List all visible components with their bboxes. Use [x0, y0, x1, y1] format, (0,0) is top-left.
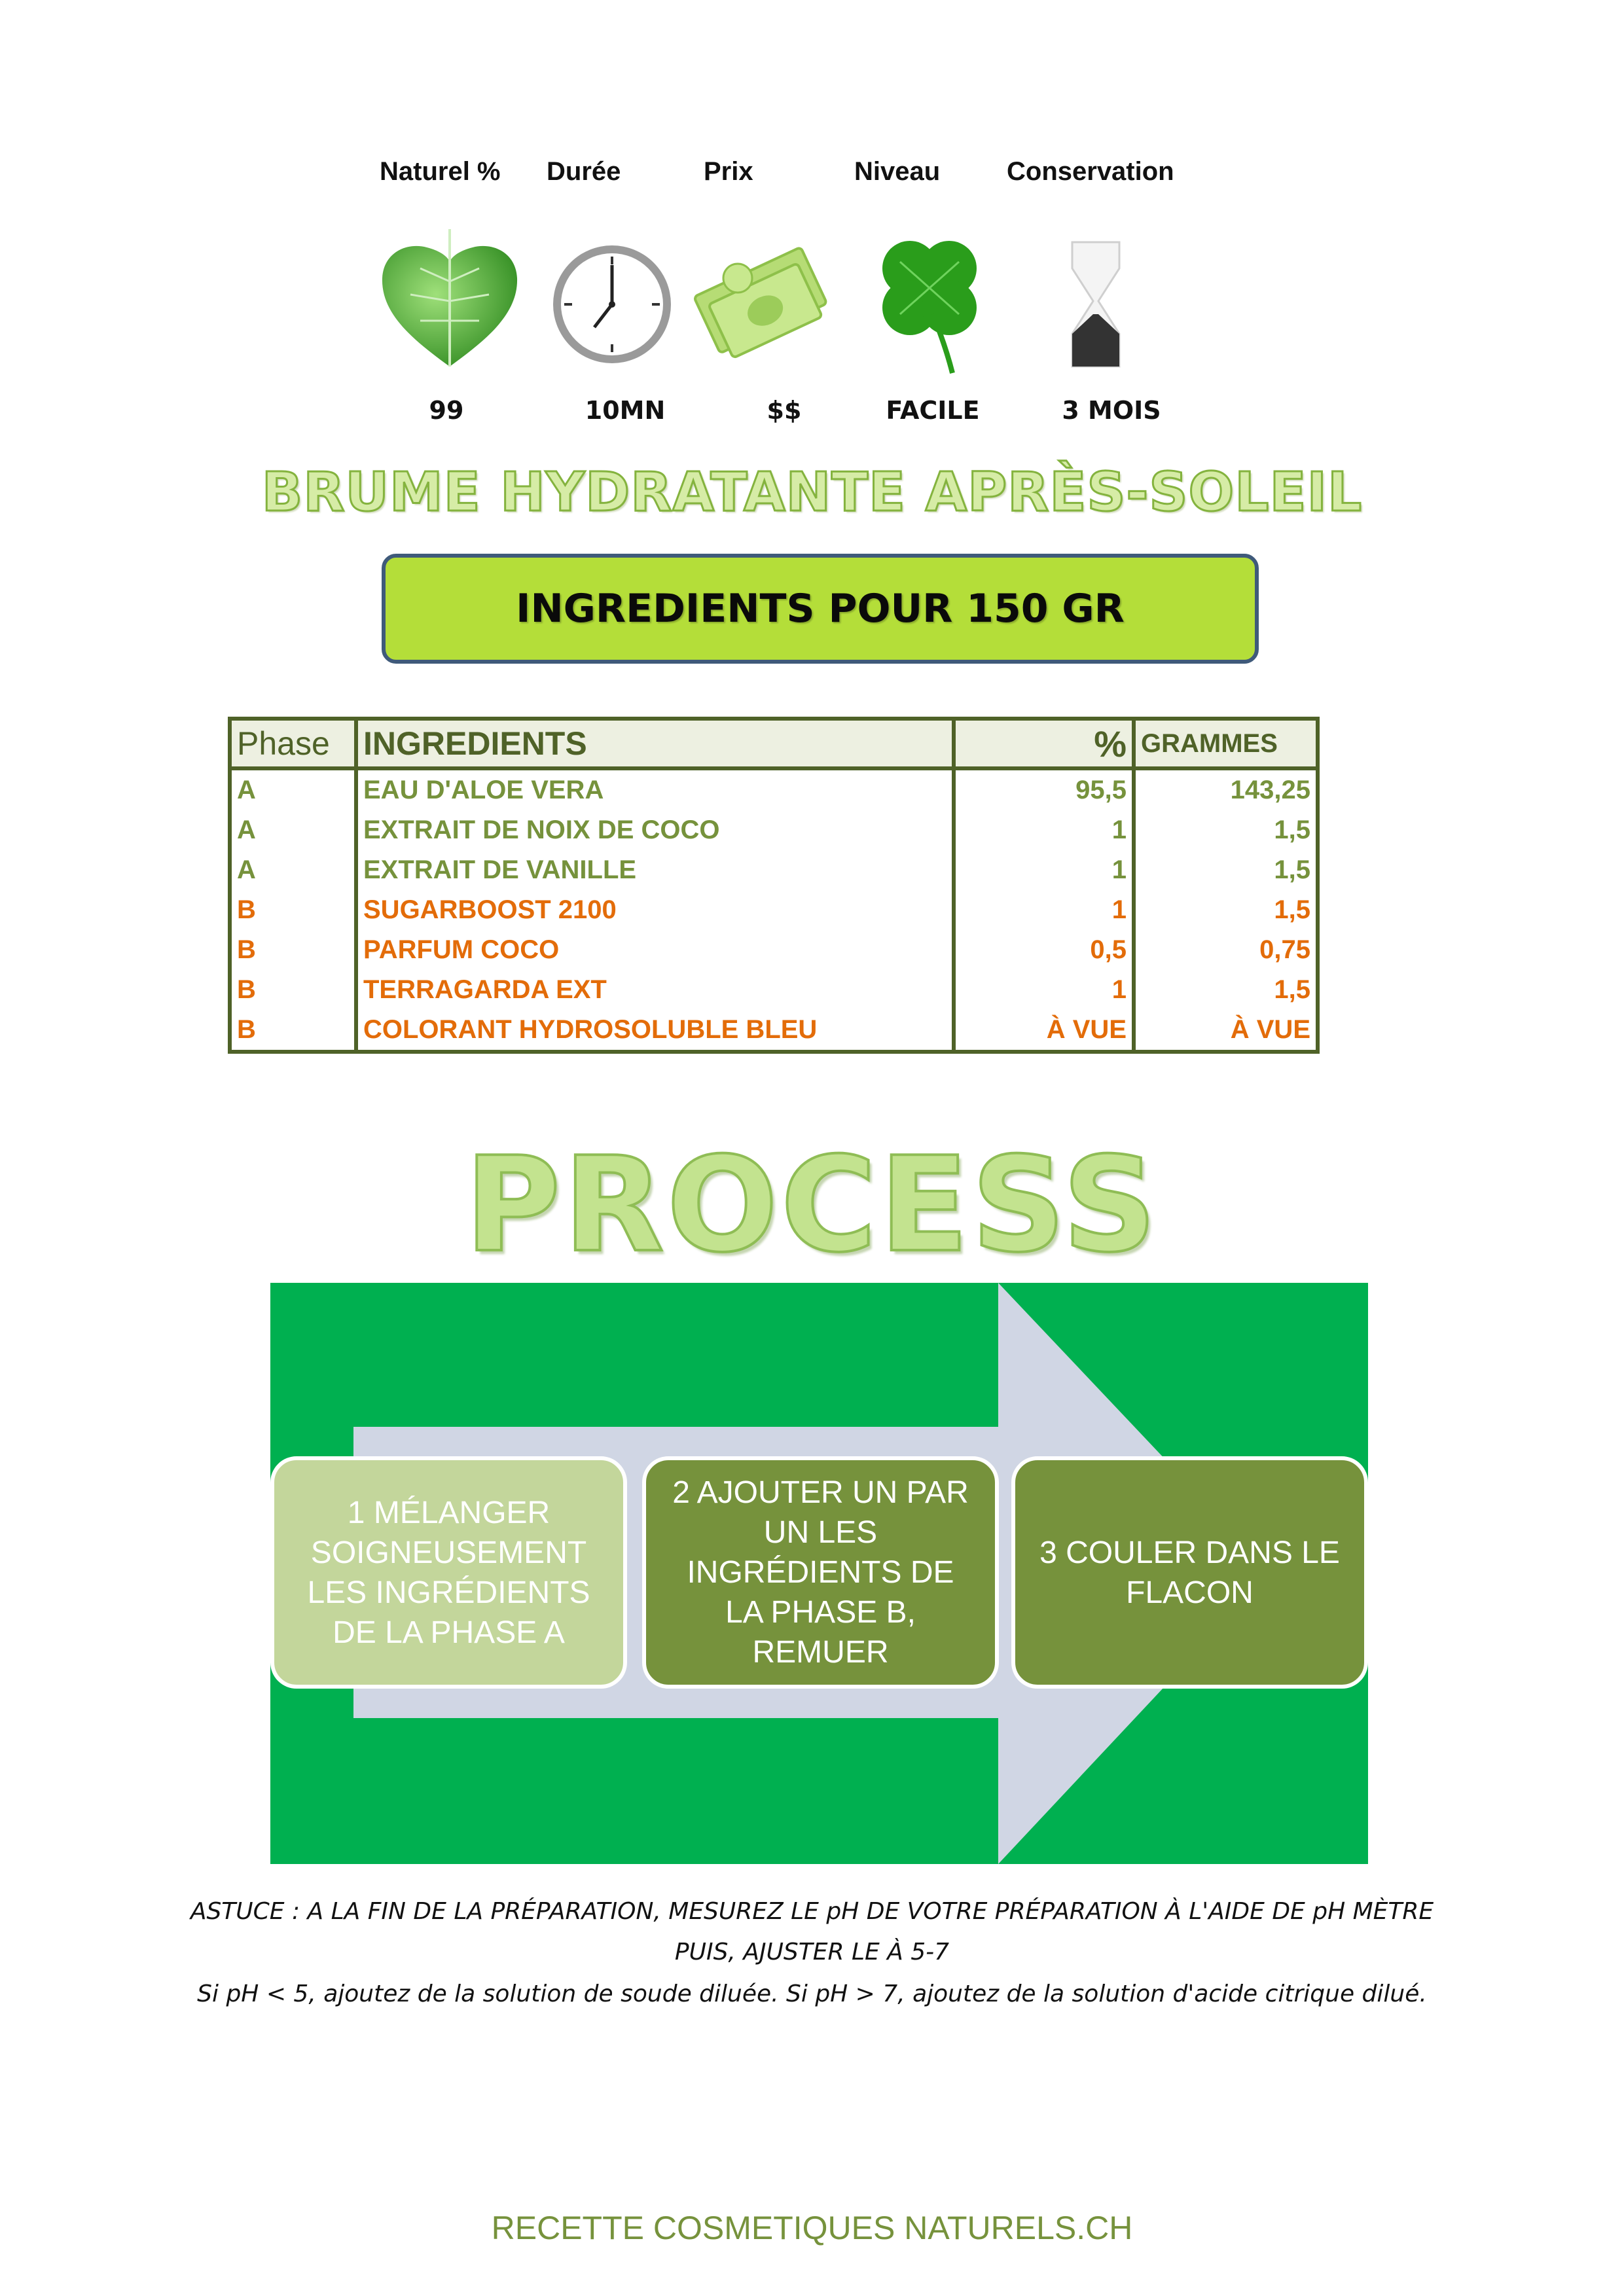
cell-phase: B [230, 930, 356, 970]
header-grammes: GRAMMES [1134, 719, 1318, 768]
table-row [230, 1010, 1318, 1052]
cell-grams: 1,5 [1134, 810, 1318, 850]
process-step-2: 2 AJOUTER UN PAR UN LES INGRÉDIENTS DE LA PHASE B, REMUER [642, 1456, 999, 1689]
cell-phase: A [230, 768, 356, 810]
hourglass-icon [1021, 216, 1172, 380]
footer: RECETTE COSMETIQUES NATURELS.CH [491, 2210, 1133, 2246]
label-prix: Prix [704, 157, 753, 186]
cell-phase: B [230, 970, 356, 1010]
cell-grams: 0,75 [1134, 930, 1318, 970]
cell-ingredient: PARFUM COCO [356, 930, 954, 970]
table-row [230, 930, 1318, 970]
table-row [230, 768, 1318, 810]
value-niveau: FACILE [886, 396, 980, 425]
clock-icon [537, 216, 687, 380]
header-percent: % [954, 719, 1134, 768]
ingredients-table [228, 717, 1320, 1054]
cell-ingredient: EAU D'ALOE VERA [356, 768, 954, 810]
cell-percent: 1 [954, 810, 1134, 850]
cell-percent: 1 [954, 890, 1134, 930]
value-duree: 10MN [585, 396, 666, 425]
process-title: PROCESS [464, 1129, 1160, 1282]
label-duree: Durée [547, 157, 621, 186]
cell-percent: À VUE [954, 1010, 1134, 1052]
value-naturel: 99 [429, 396, 464, 425]
value-conservation: 3 MOIS [1062, 396, 1161, 425]
cell-phase: B [230, 1010, 356, 1052]
header-phase: Phase [230, 719, 356, 768]
label-conservation: Conservation [1007, 157, 1174, 186]
cell-percent: 0,5 [954, 930, 1134, 970]
clover-icon [854, 216, 1005, 380]
cell-ingredient: TERRAGARDA EXT [356, 970, 954, 1010]
cell-phase: A [230, 850, 356, 890]
process-step-3: 3 COULER DANS LE FLACON [1011, 1456, 1368, 1689]
cell-grams: 1,5 [1134, 970, 1318, 1010]
header-ingredients: INGREDIENTS [356, 719, 954, 768]
recipe-title: BRUME HYDRATANTE APRÈS-SOLEIL [261, 461, 1363, 524]
tip-line-2: PUIS, AJUSTER LE À 5-7 [674, 1939, 950, 1965]
cell-grams: 143,25 [1134, 768, 1318, 810]
label-niveau: Niveau [854, 157, 941, 186]
process-step-1: 1 MÉLANGER SOIGNEUSEMENT LES INGRÉDIENTS DE LA PHASE A [270, 1456, 627, 1689]
tip-line-3: Si pH < 5, ajoutez de la solution de soude diluée. Si pH > 7, ajoutez de la solution d'acide citrique dilué. [197, 1981, 1427, 2007]
cell-grams: 1,5 [1134, 850, 1318, 890]
cell-ingredient: SUGARBOOST 2100 [356, 890, 954, 930]
cell-percent: 95,5 [954, 768, 1134, 810]
cell-percent: 1 [954, 970, 1134, 1010]
table-row [230, 970, 1318, 1010]
cell-phase: B [230, 890, 356, 930]
tip-line-1: ASTUCE : A LA FIN DE LA PRÉPARATION, MESUREZ LE pH DE VOTRE PRÉPARATION À L'AIDE DE pH MÈTRE [190, 1898, 1434, 1925]
cell-grams: À VUE [1134, 1010, 1318, 1052]
cell-phase: A [230, 810, 356, 850]
table-row [230, 810, 1318, 850]
cell-ingredient: COLORANT HYDROSOLUBLE BLEU [356, 1010, 954, 1052]
table-header-row [230, 719, 1318, 768]
cell-ingredient: EXTRAIT DE VANILLE [356, 850, 954, 890]
label-naturel: Naturel % [380, 157, 501, 186]
cell-percent: 1 [954, 850, 1134, 890]
cell-ingredient: EXTRAIT DE NOIX DE COCO [356, 810, 954, 850]
table-row [230, 850, 1318, 890]
table-row [230, 890, 1318, 930]
cell-grams: 1,5 [1134, 890, 1318, 930]
leaf-icon [374, 216, 525, 380]
ingredients-banner: INGREDIENTS POUR 150 GR [382, 554, 1259, 664]
value-prix: $$ [767, 396, 802, 425]
money-icon [689, 216, 839, 380]
